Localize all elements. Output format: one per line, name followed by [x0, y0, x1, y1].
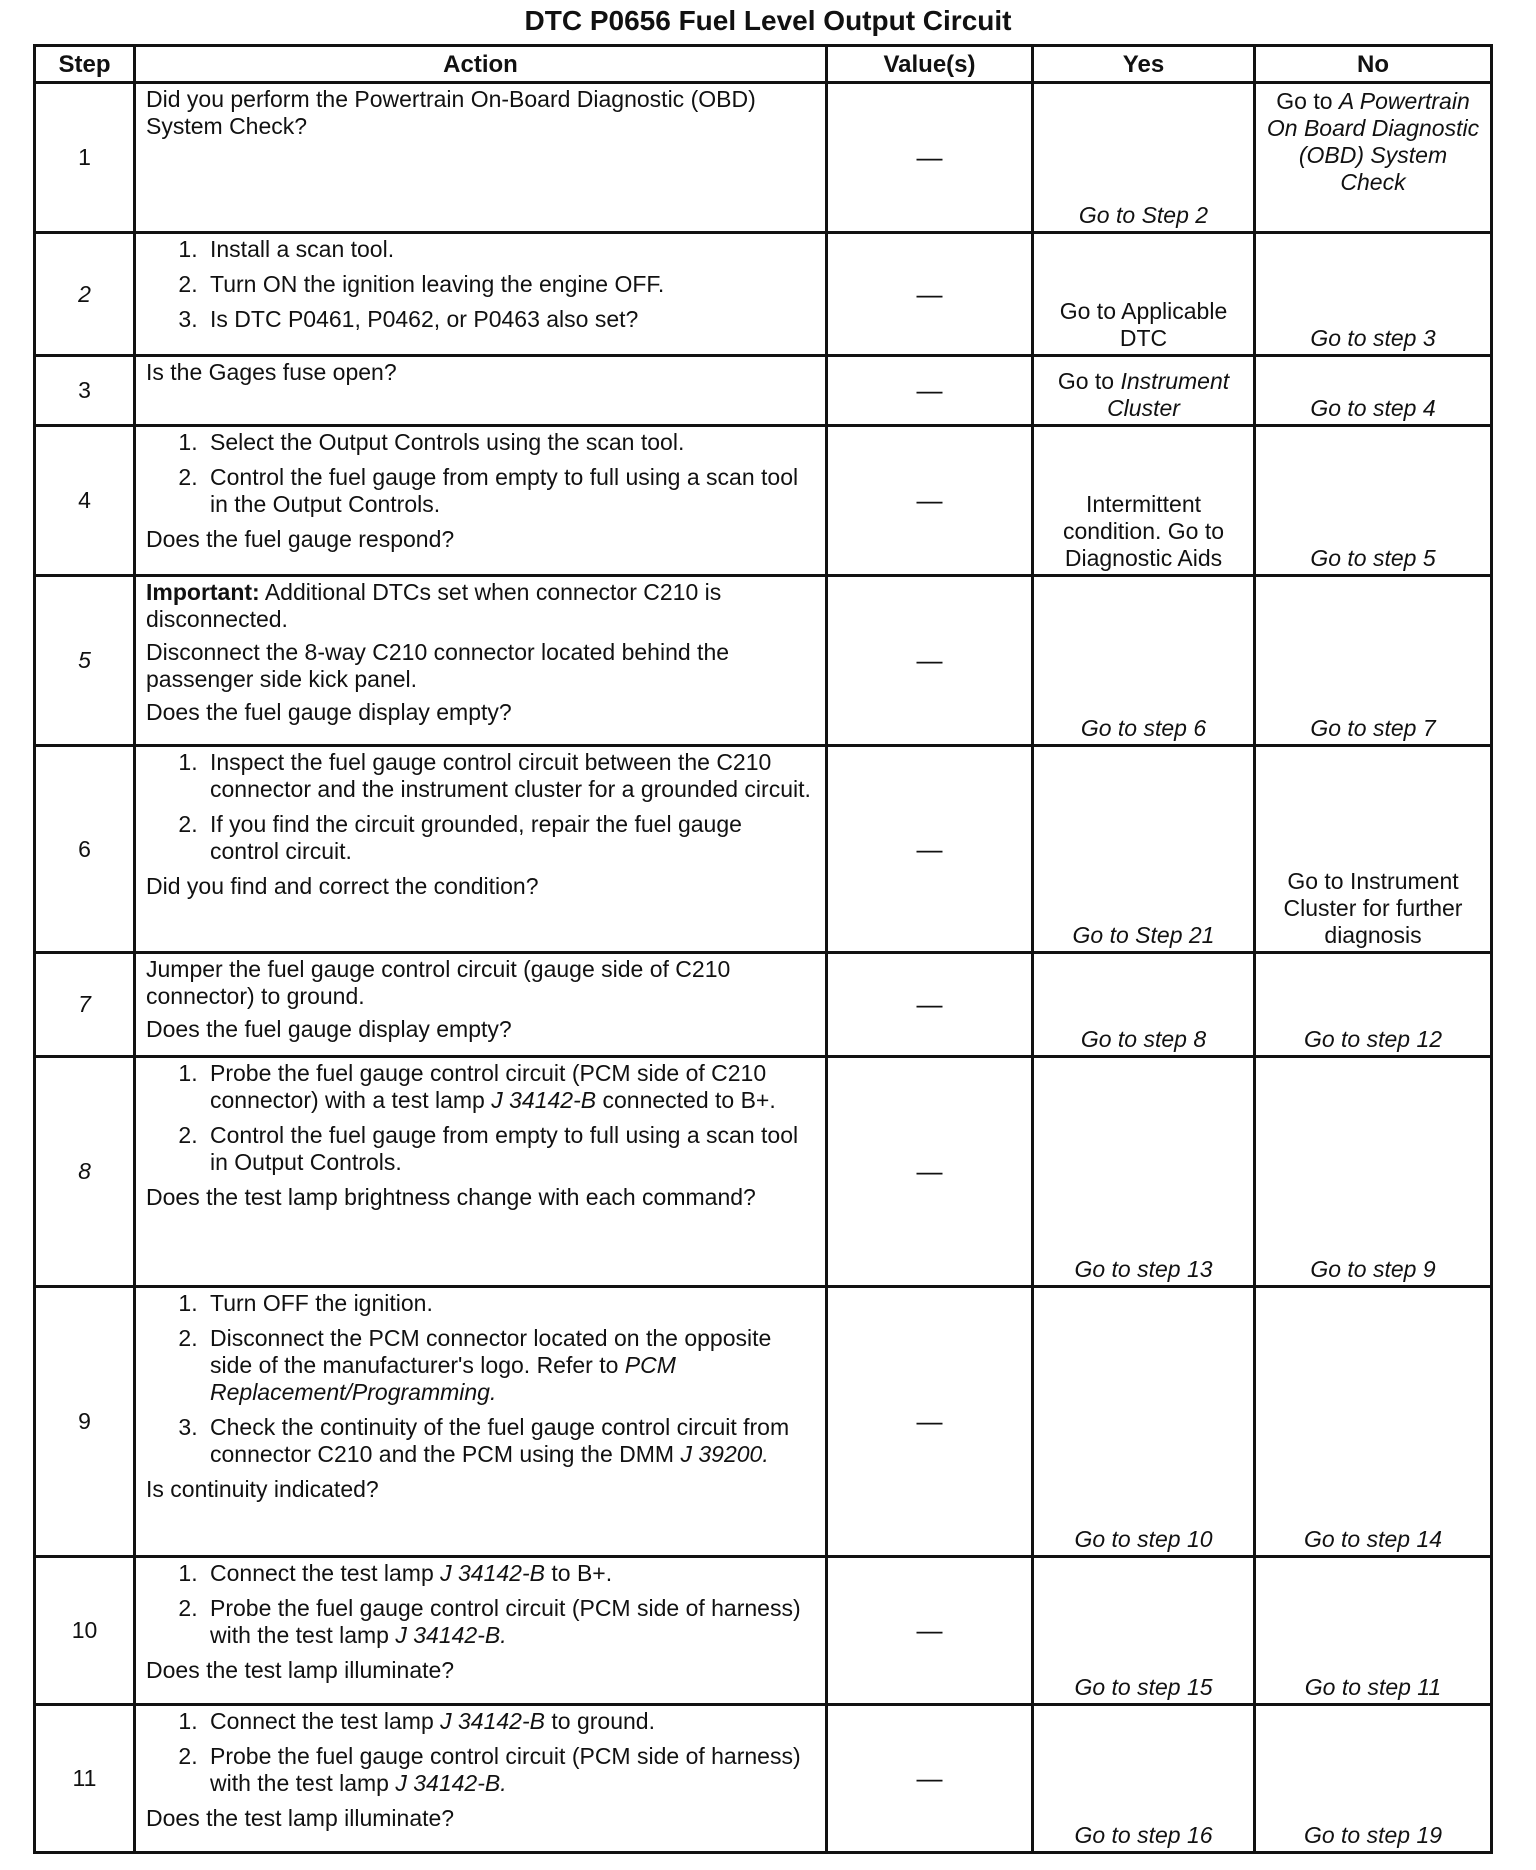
- yes-reference: Instrument Cluster: [1107, 368, 1230, 421]
- important-text: Additional DTCs set when connector C210 is disconnected.: [146, 579, 722, 632]
- action-item: [204, 1595, 815, 1649]
- yes-cell: Go to step 15: [1033, 1557, 1255, 1705]
- table-row: [35, 1557, 1492, 1705]
- yes-cell: Go to Applicable DTC: [1033, 233, 1255, 356]
- item-text: to B+.: [544, 1560, 613, 1586]
- no-cell: Go to step 12: [1255, 953, 1492, 1057]
- no-cell: Go to step 3: [1255, 233, 1492, 356]
- value-cell: —: [827, 83, 1033, 233]
- action-item: 2. Control the fuel gauge from empty to full using a scan tool in Output Controls.: [204, 1122, 815, 1176]
- step-number: 9: [35, 1287, 135, 1557]
- item-text: Probe the fuel gauge control circuit (PCM side of harness) with the test lamp: [210, 1743, 801, 1796]
- yes-cell: Go to step 8: [1033, 953, 1255, 1057]
- table-row: [35, 953, 1492, 1057]
- item-text: Check the continuity of the fuel gauge control circuit from connector C210 and the PCM using the DMM: [210, 1414, 790, 1467]
- step-number: 2: [35, 233, 135, 356]
- diagnostic-table: [33, 44, 1493, 1854]
- no-cell: Go to step 11: [1255, 1557, 1492, 1705]
- action-item: 1. Turn OFF the ignition.: [204, 1290, 815, 1317]
- action-item: 1. Select the Output Controls using the scan tool.: [204, 429, 815, 456]
- tool-reference: J 34142-B.: [395, 1622, 507, 1648]
- value-cell: —: [827, 953, 1033, 1057]
- action-instruction: Jumper the fuel gauge control circuit (gauge side of C210 connector) to ground.: [146, 956, 731, 1009]
- item-text: Connect the test lamp: [210, 1560, 441, 1586]
- value-cell: —: [827, 233, 1033, 356]
- action-item: [204, 1560, 815, 1587]
- item-text: to ground.: [544, 1708, 655, 1734]
- step-number: 11: [35, 1705, 135, 1853]
- action-cell: [135, 576, 827, 746]
- action-list: [146, 749, 815, 865]
- action-list: [146, 1708, 815, 1797]
- action-cell: [135, 83, 827, 233]
- action-item: 2. If you find the circuit grounded, repair the fuel gauge control circuit.: [204, 811, 815, 865]
- table-row: [35, 83, 1492, 233]
- header-values: Value(s): [827, 46, 1033, 83]
- item-text: connected to B+.: [596, 1087, 776, 1113]
- action-item: 1. Inspect the fuel gauge control circuit between the C210 connector and the instrument cluster for a grounded circuit.: [204, 749, 815, 803]
- important-note: [146, 579, 815, 633]
- header-action: Action: [135, 46, 827, 83]
- step-number: 8: [35, 1057, 135, 1287]
- yes-prefix: Go to: [1057, 368, 1121, 394]
- step-number: 5: [35, 576, 135, 746]
- action-item: 2. Control the fuel gauge from empty to full using a scan tool in the Output Controls.: [204, 464, 815, 518]
- step-number: 1: [35, 83, 135, 233]
- yes-cell: Go to step 10: [1033, 1287, 1255, 1557]
- no-cell: Go to step 5: [1255, 426, 1492, 576]
- action-cell: [135, 953, 827, 1057]
- action-cell: [135, 426, 827, 576]
- action-cell: [135, 1057, 827, 1287]
- value-cell: —: [827, 356, 1033, 426]
- no-cell: Go to step 14: [1255, 1287, 1492, 1557]
- action-question: Does the test lamp illuminate?: [146, 1805, 455, 1831]
- no-cell: Go to step 9: [1255, 1057, 1492, 1287]
- no-cell: [1255, 83, 1492, 233]
- action-list: [146, 1060, 815, 1176]
- action-cell: [135, 1557, 827, 1705]
- table-row: [35, 356, 1492, 426]
- important-label: Important:: [146, 579, 260, 605]
- item-text: Connect the test lamp: [210, 1708, 441, 1734]
- no-cell: Go to step 19: [1255, 1705, 1492, 1853]
- action-item: 1. Install a scan tool.: [204, 236, 815, 263]
- action-question: Did you perform the Powertrain On-Board Diagnostic (OBD) System Check?: [146, 86, 756, 139]
- header-step: Step: [35, 46, 135, 83]
- yes-cell: [1033, 356, 1255, 426]
- value-cell: —: [827, 1557, 1033, 1705]
- action-cell: [135, 1287, 827, 1557]
- action-question: Is the Gages fuse open?: [146, 359, 397, 385]
- action-question: Does the fuel gauge respond?: [146, 526, 455, 552]
- action-item: [204, 1414, 815, 1468]
- no-cell: Go to Instrument Cluster for further diagnosis: [1255, 746, 1492, 953]
- header-yes: Yes: [1033, 46, 1255, 83]
- step-number: 3: [35, 356, 135, 426]
- tool-reference: J 39200.: [680, 1441, 769, 1467]
- table-row: [35, 746, 1492, 953]
- value-cell: —: [827, 746, 1033, 953]
- tool-reference: J 34142-B: [440, 1560, 545, 1586]
- action-list: [146, 1290, 815, 1468]
- action-list: [146, 1560, 815, 1649]
- action-question: Did you find and correct the condition?: [146, 873, 539, 899]
- step-number: 7: [35, 953, 135, 1057]
- action-cell: [135, 1705, 827, 1853]
- no-cell: Go to step 7: [1255, 576, 1492, 746]
- value-cell: —: [827, 426, 1033, 576]
- action-question: Does the test lamp brightness change with each command?: [146, 1184, 756, 1210]
- action-cell: [135, 746, 827, 953]
- action-item: [204, 1060, 815, 1114]
- value-cell: —: [827, 1057, 1033, 1287]
- value-cell: —: [827, 1287, 1033, 1557]
- action-cell: [135, 356, 827, 426]
- step-number: 10: [35, 1557, 135, 1705]
- yes-cell: Go to step 6: [1033, 576, 1255, 746]
- no-prefix: Go to: [1276, 88, 1339, 114]
- table-row: [35, 1705, 1492, 1853]
- table-row: [35, 426, 1492, 576]
- item-text: Probe the fuel gauge control circuit (PCM side of harness) with the test lamp: [210, 1595, 801, 1648]
- action-item: 2. Turn ON the ignition leaving the engine OFF.: [204, 271, 815, 298]
- step-number: 4: [35, 426, 135, 576]
- procedure-reference: PCM Replacement/Programming.: [210, 1352, 676, 1405]
- action-question: Does the fuel gauge display empty?: [146, 699, 512, 725]
- tool-reference: J 34142-B.: [395, 1770, 507, 1796]
- no-cell: Go to step 4: [1255, 356, 1492, 426]
- value-cell: —: [827, 576, 1033, 746]
- action-list: [146, 429, 815, 518]
- tool-reference: J 34142-B: [440, 1708, 545, 1734]
- value-cell: —: [827, 1705, 1033, 1853]
- action-item: [204, 1743, 815, 1797]
- item-text: Probe the fuel gauge control circuit (PCM side of C210 connector) with a test lamp: [210, 1060, 767, 1113]
- action-cell: [135, 233, 827, 356]
- action-question: Does the fuel gauge display empty?: [146, 1016, 512, 1042]
- yes-cell: Go to Step 2: [1033, 83, 1255, 233]
- action-list: [146, 236, 815, 333]
- header-no: No: [1255, 46, 1492, 83]
- table-row: [35, 1057, 1492, 1287]
- yes-cell: Intermittent condition. Go to Diagnostic Aids: [1033, 426, 1255, 576]
- yes-cell: Go to Step 21: [1033, 746, 1255, 953]
- table-row: [35, 576, 1492, 746]
- no-reference: A Powertrain On Board Diagnostic (OBD) System Check: [1266, 88, 1480, 195]
- yes-cell: Go to step 13: [1033, 1057, 1255, 1287]
- step-number: 6: [35, 746, 135, 953]
- action-instruction: Disconnect the 8-way C210 connector located behind the passenger side kick panel.: [146, 639, 730, 692]
- action-question: Is continuity indicated?: [146, 1476, 379, 1502]
- page-title: DTC P0656 Fuel Level Output Circuit: [524, 5, 1012, 36]
- action-item: 3. Is DTC P0461, P0462, or P0463 also set?: [204, 306, 815, 333]
- table-row: [35, 233, 1492, 356]
- yes-cell: Go to step 16: [1033, 1705, 1255, 1853]
- header-row: [35, 46, 1492, 83]
- table-row: [35, 1287, 1492, 1557]
- action-question: Does the test lamp illuminate?: [146, 1657, 455, 1683]
- item-text: Disconnect the PCM connector located on the opposite side of the manufacturer's logo. Refer to: [210, 1325, 772, 1378]
- action-item: [204, 1708, 815, 1735]
- action-item: [204, 1325, 815, 1406]
- tool-reference: J 34142-B: [491, 1087, 597, 1113]
